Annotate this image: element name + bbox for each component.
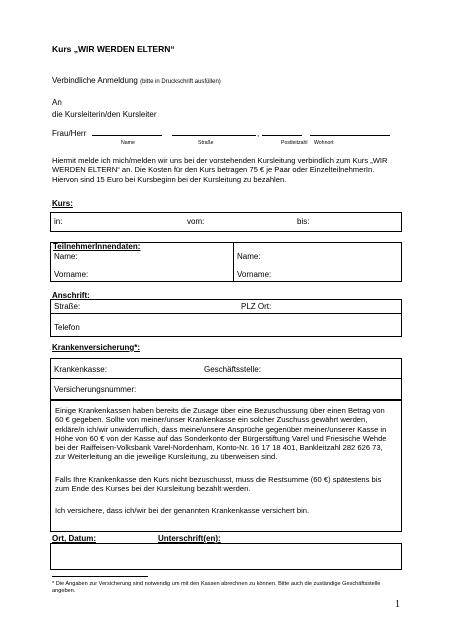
signature-box[interactable] xyxy=(50,543,402,570)
zip-city-label: PLZ Ort: xyxy=(241,302,272,311)
zip-caption: Postleitzahl xyxy=(281,140,308,146)
footnote-separator xyxy=(52,576,148,577)
street-blank[interactable] xyxy=(172,135,256,136)
registration-title: Verbindliche Anmeldung xyxy=(52,76,138,85)
course-box[interactable] xyxy=(50,212,402,232)
address-line-1: An xyxy=(52,98,62,107)
remainder-text: Falls Ihre Krankenkasse den Kurs nicht bezuschusst, muss die Restsumme (60 €) spätestens bis zum Ende des Kurses bei der Kursleitung bezahlt werden. xyxy=(55,475,382,494)
insurance-number-label: Versicherungsnummer: xyxy=(54,385,137,394)
street-label: Straße: xyxy=(54,302,81,311)
insurance-box[interactable] xyxy=(50,358,402,400)
city-caption: Wohnort xyxy=(314,140,334,146)
signature-label: Unterschrift(en): xyxy=(158,534,221,543)
course-in-label: in: xyxy=(54,217,63,226)
page-number: 1 xyxy=(395,599,400,610)
insurance-fund-label: Krankenkasse: xyxy=(54,365,107,374)
insurance-heading: Krankenversicherung*: xyxy=(52,343,141,352)
participants-heading: TeilnehmerInnendaten: xyxy=(53,242,141,251)
postal-divider xyxy=(51,313,401,314)
subsidy-text: Einige Krankenkassen haben bereits die Zusage über eine Bezuschussung über einen Betrag von 60 € gegeben. Sollte von meiner/unser Krankenkasse ein solcher Zuschuss gewährt werden, erkläre/n ich/wir unwiderruflich, dass meine/unsere Ansprüche gegenüber meiner/unserer Kasse in Höhe von 60 € von der Kasse auf das Sonderkonto der Bürgerstiftung Varel und Friesische Wehde bei der Raiffeisen-Volksbank Varel-Nordenham, Konto-Nr. 16 17 18 401, Bankleitzahl 282 626 73, zur Weiterleitung an die jeweilige Kursleitung, zu überweisen sind. xyxy=(55,406,387,462)
confirm-text: Ich versichere, dass ich/wir bei der genannten Krankenkasse versichert bin. xyxy=(55,506,310,515)
name-blank[interactable] xyxy=(92,135,162,136)
participants-divider xyxy=(233,243,234,281)
zip-blank[interactable] xyxy=(262,135,302,136)
subsidy-box xyxy=(50,400,402,532)
course-to-label: bis: xyxy=(297,217,310,226)
registration-note: (bitte in Druckschrift ausfüllen) xyxy=(140,79,221,85)
city-blank[interactable] xyxy=(310,135,390,136)
phone-label: Telefon xyxy=(54,323,80,332)
name-caption: Name xyxy=(121,140,135,146)
intro-paragraph: Hiermit melde ich mich/melden wir uns bei der vorstehenden Kursleitung verbindlich zum Kurs „WIR WERDEN ELTERN“ an. Die Kosten für den Kurs betragen 75 € je Paar oder EinzelteilnehmerIn. Hiervon sind 15 Euro bei Kursbeginn bei der Kursleitung zu bezahlen. xyxy=(52,156,388,184)
page-title: Kurs „WIR WERDEN ELTERN“ xyxy=(52,44,175,54)
participant1-firstname-label: Vorname: xyxy=(54,270,89,279)
postal-heading: Anschrift: xyxy=(52,291,90,300)
salutation-label: Frau/Herr xyxy=(52,129,87,138)
postal-box[interactable] xyxy=(50,299,402,337)
participant2-name-label: Name: xyxy=(237,252,261,261)
registration-line xyxy=(52,76,221,86)
participant2-firstname-label: Vorname: xyxy=(237,270,272,279)
place-date-label: Ort, Datum: xyxy=(52,534,96,543)
address-line-2: die Kursleiterin/den Kursleiter xyxy=(52,110,157,119)
comma-separator: , xyxy=(257,129,260,138)
participant1-name-label: Name: xyxy=(54,252,78,261)
participants-box[interactable] xyxy=(50,242,402,282)
course-from-label: vom: xyxy=(187,217,205,226)
insurance-office-label: Geschäftsstelle: xyxy=(204,365,261,374)
footnote: * Die Angaben zur Versicherung sind notwendig um mit den Kassen abrechnen zu können. Bitte auch die zuständige Geschäftsstelle angeben. xyxy=(52,581,381,594)
course-heading: Kurs: xyxy=(52,199,73,208)
insurance-divider xyxy=(51,378,401,379)
street-caption: Straße xyxy=(198,140,214,146)
